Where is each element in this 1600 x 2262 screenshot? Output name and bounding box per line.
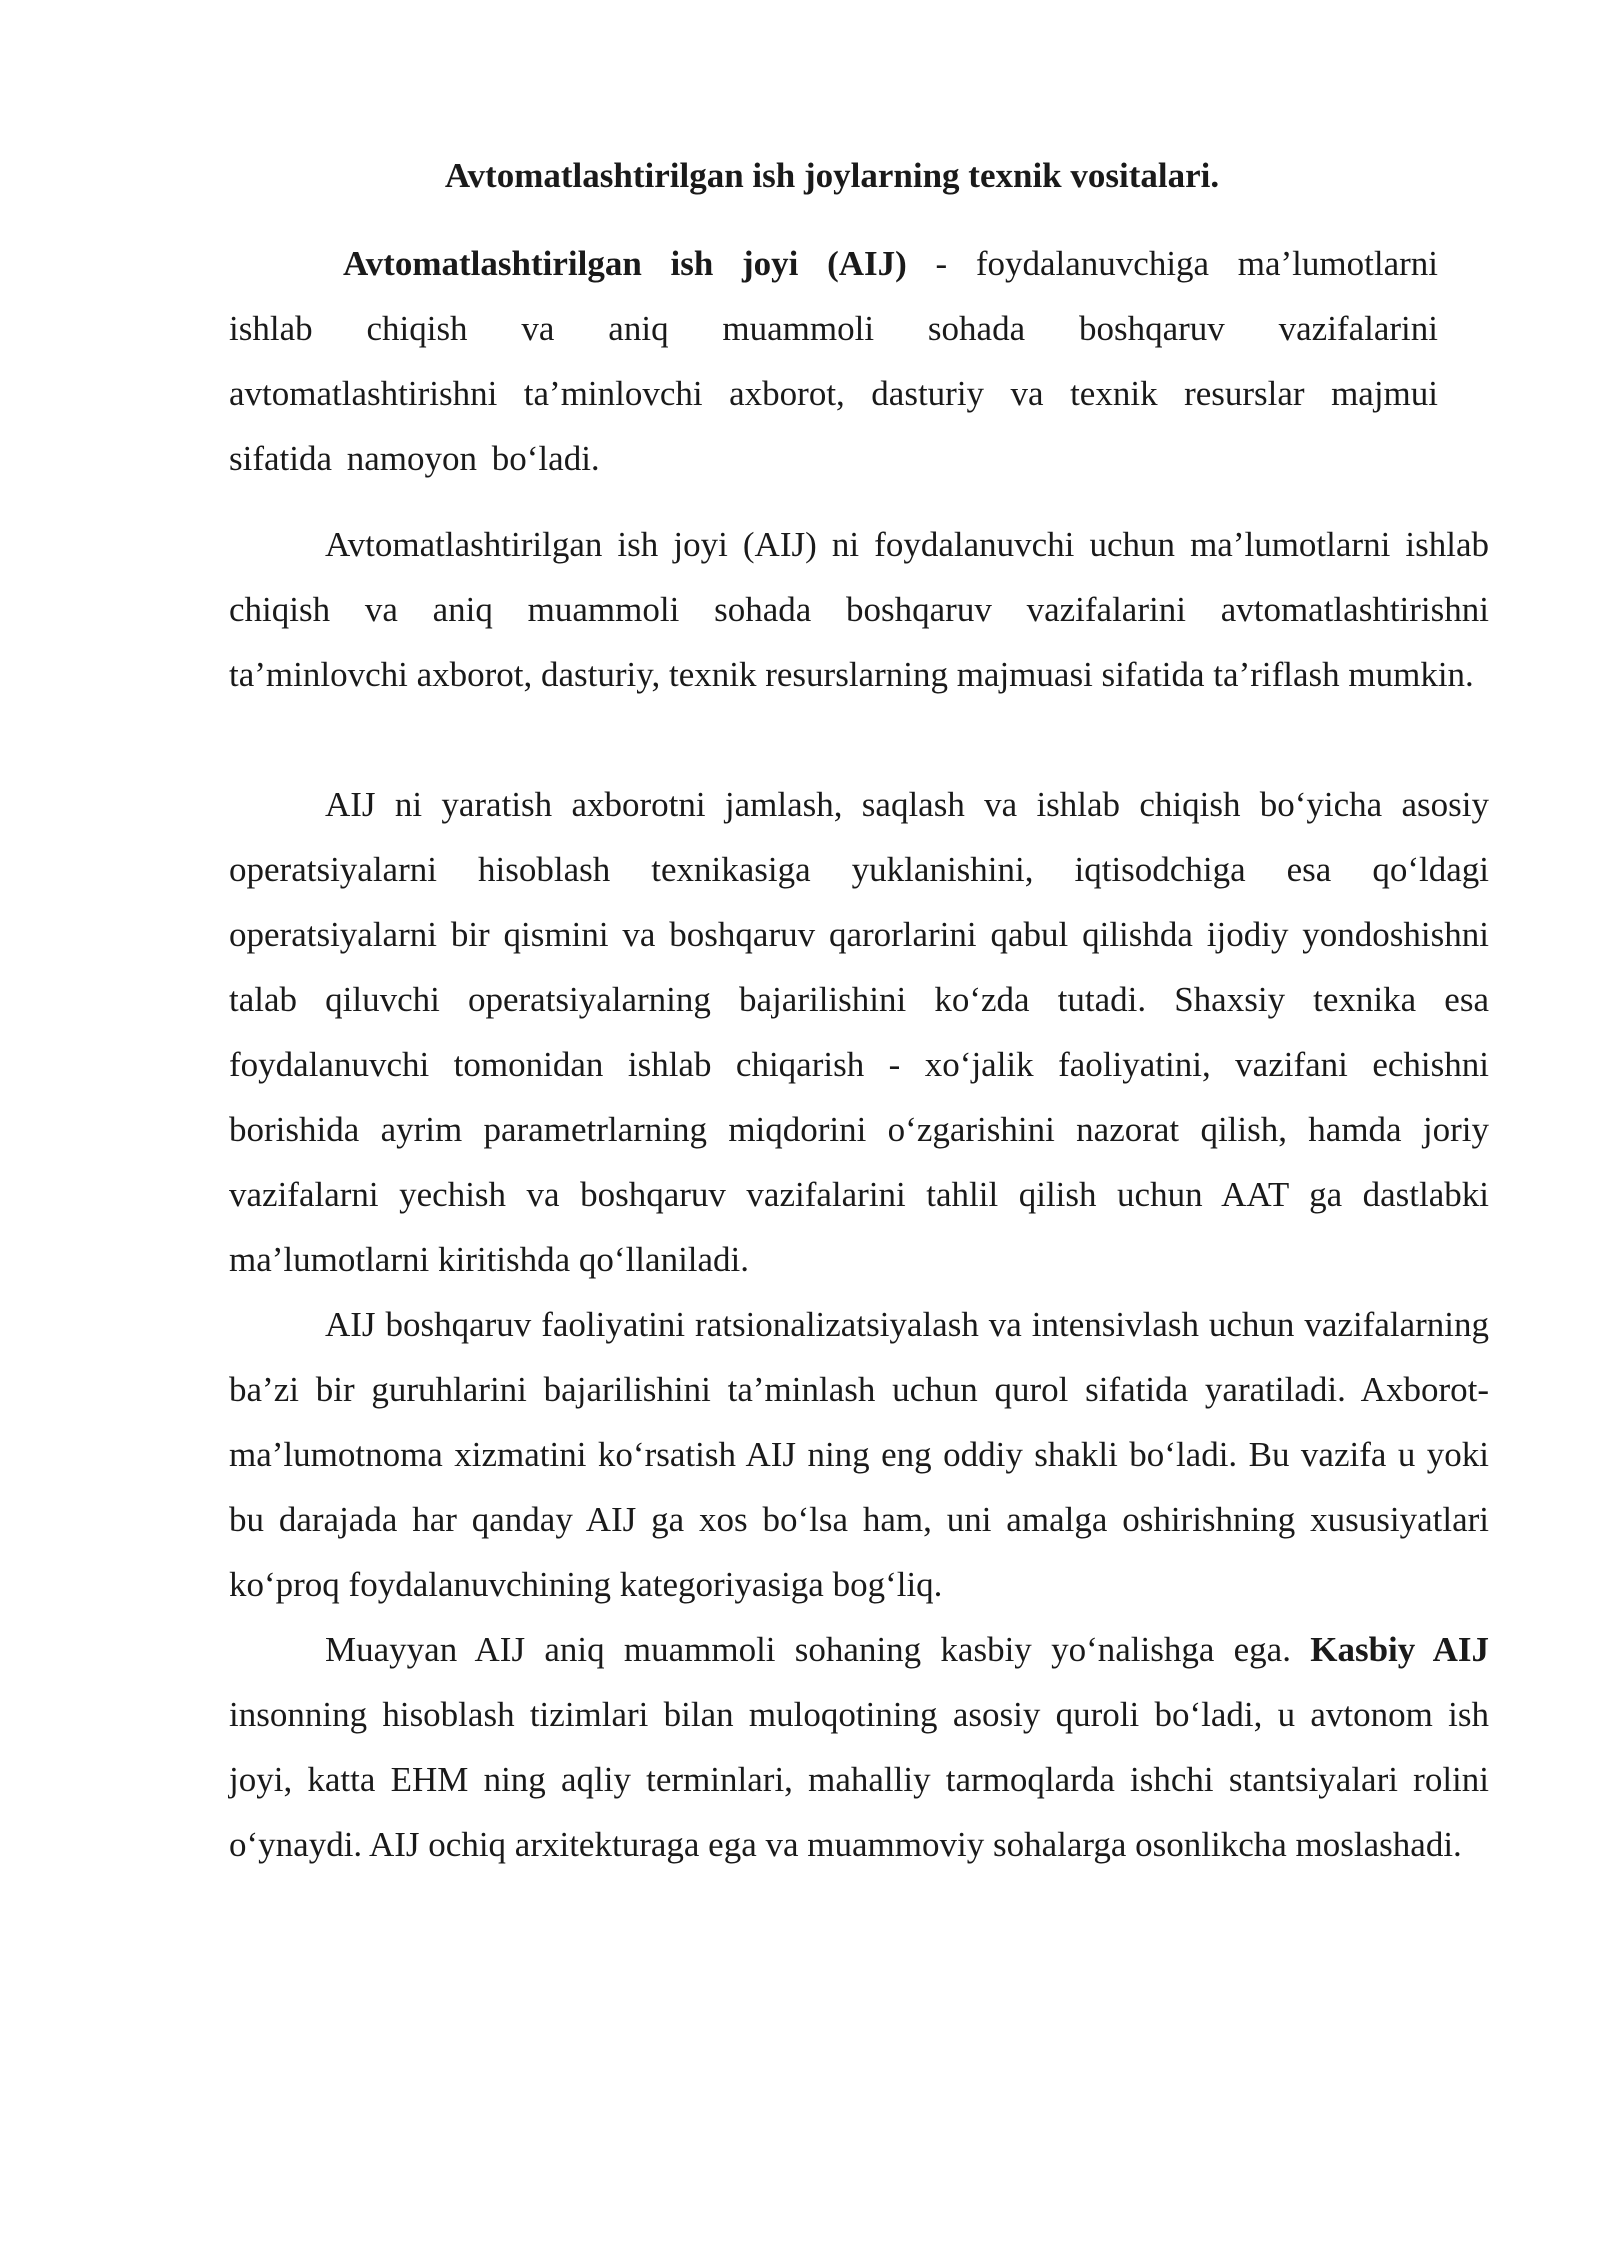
paragraph-text: insonning hisoblash tizimlari bilan muloqotining asosiy quroli bo‘ladi, u avtonom ish joyi, katta EHM ning aqliy terminlari, mahalliy tarmoqlarda ishchi stantsiyalari rolini o‘ynaydi. AIJ ochiq arxitekturaga ega va muammoviy sohalarga osonlikcha moslashadi. [229,1695,1489,1864]
paragraph-professional-aij [229,1617,1489,1877]
paragraph-aij-creation: AIJ ni yaratish axborotni jamlash, saqlash va ishlab chiqish bo‘yicha asosiy operatsiyalarni hisoblash texnikasiga yuklanishini, iqtisodchiga esa qo‘ldagi operatsiyalarni bir qismini va boshqaruv qarorlarini qabul qilishda ijodiy yondoshishni talab qiluvchi operatsiyalarning bajarilishini ko‘zda tutadi. Shaxsiy texnika esa foydalanuvchi tomonidan ishlab chiqarish - xo‘jalik faoliyatini, vazifani echishni borishida ayrim parametrlarning miqdorini o‘zgarishini nazorat qilish, hamda joriy vazifalarni yechish va boshqaruv vazifalarini tahlil qilish uchun AAT ga dastlabki ma’lumotlarni kiritishda qo‘llaniladi. [229,785,1489,1279]
document-title: Avtomatlashtirilgan ish joylarning texnik vositalari. [444,156,1220,195]
paragraph-aij-tool: AIJ boshqaruv faoliyatini ratsionalizatsiyalash va intensivlash uchun vazifalarning ba’zi bir guruhlarini bajarilishini ta’minlash uchun qurol sifatida yaratiladi. Axborot-ma’lumotnoma xizmatini ko‘rsatish AIJ ning eng oddiy shakli bo‘ladi. Bu vazifa u yoki bu darajada har qanday AIJ ga xos bo‘lsa ham, uni amalga oshirishning xususiyatlari ko‘proq foydalanuvchining kategoriyasiga bog‘liq. [229,1305,1489,1604]
bold-term-aij: Avtomatlashtirilgan ish joyi (AIJ) [343,244,907,283]
paragraph-aij-description: Avtomatlashtirilgan ish joyi (AIJ) ni foydalanuvchi uchun ma’lumotlarni ishlab chiqish va aniq muammoli sohada boshqaruv vazifalarini avtomatlashtirishni ta’minlovchi axborot, dasturiy, texnik resurslarning majmuasi sifatida ta’riflash mumkin. [229,525,1489,694]
paragraph-aij-definition [229,231,1438,491]
bold-term-kasbiy-aij: Kasbiy AIJ [1310,1630,1489,1669]
paragraph-text: Muayyan AIJ aniq muammoli sohaning kasbiy yo‘nalishga ega. [325,1630,1311,1669]
paragraph-text: - foydalanuvchiga ma’lumotlarni ishlab chiqish va aniq muammoli sohada boshqaruv vazifalarini avtomatlashtirishni ta’minlovchi axborot, dasturiy va texnik resurslar majmui sifatida namoyon bo‘ladi. [229,244,1438,478]
